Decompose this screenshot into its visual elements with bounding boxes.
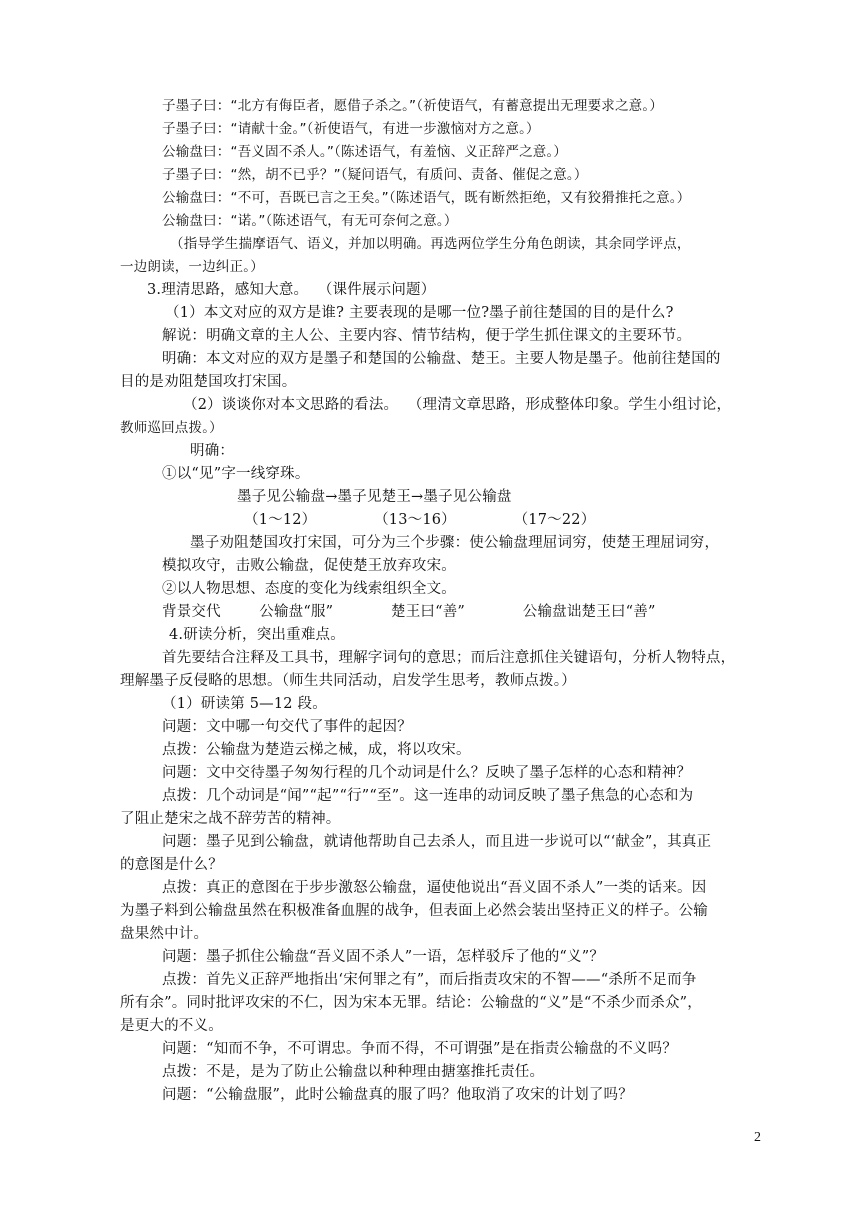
text-line: 点拨：公输盘为楚造云梯之械，成，将以攻宋。	[162, 742, 471, 758]
text-line: 解说：明确文章的主人公、主要内容、情节结构，便于学生抓住课文的主要环节。	[162, 328, 692, 344]
text-line: 为墨子料到公输盘虽然在积极准备血腥的战争，但表面上必然会装出坚持正义的样子。公输	[120, 903, 708, 919]
text-line: 子墨子曰：“请献十金。”（祈使语气，有进一步激恼对方之意。）	[162, 121, 540, 137]
text-line: 公输盘曰：“吾义固不杀人。”（陈述语气，有羞恼、义正辞严之意。）	[162, 144, 568, 160]
page-number: 2	[754, 1130, 761, 1145]
text-line: 是更大的不义。	[120, 1018, 223, 1034]
text-line: ②以人物思想、态度的变化为线索组织全文。	[162, 581, 456, 597]
text-line: 所有余”。同时批评攻宋的不仁，因为宋本无罪。结论：公输盘的“义”是“不杀少而杀众”，	[120, 995, 702, 1011]
text-line: 子墨子曰：“北方有侮臣者，愿借子杀之。”（祈使语气，有蓄意提出无理要求之意。）	[162, 98, 664, 114]
text-line: 问题：墨子抓住公输盘“吾义固不杀人”一语，怎样驳斥了他的“义”？	[162, 949, 605, 965]
text-line: 4.研读分析，突出重难点。	[169, 627, 345, 643]
text-line: 模拟攻守，击败公输盘，促使楚王放弃攻宋。	[162, 558, 456, 574]
text-line: 首先要结合注释及工具书，理解字词句的意思；而后注意抓住关键语句，分析人物特点，	[162, 650, 736, 666]
text-line: 的意图是什么？	[120, 857, 223, 873]
text-line: 理解墨子反侵略的思想。（师生共同活动，启发学生思考，教师点拨。）	[120, 673, 576, 689]
text-line: 问题：“知而不争，不可谓忠。争而不得，不可谓强”是在指责公输盘的不义吗？	[162, 1041, 678, 1057]
text-line: 目的是劝阻楚国攻打宋国。	[120, 374, 297, 390]
text-line: 明确：	[190, 443, 235, 459]
text-line: 背景交代 公输盘“服” 楚王曰“善” 公输盘诎楚王曰“善”	[162, 604, 656, 620]
text-line: ①以“见”字一线穿珠。	[162, 466, 310, 482]
text-line: 墨子劝阻楚国攻打宋国，可分为三个步骤：使公输盘理屈词穷，使楚王理屈词穷，	[190, 535, 720, 551]
text-line: 子墨子曰：“然，胡不已乎？”（疑问语气，有质问、责备、催促之意。）	[162, 167, 588, 183]
text-line: （指导学生揣摩语气、语义，并加以明确。再选两位学生分角色朗读，其余同学评点，	[170, 236, 691, 252]
text-line: 点拨：几个动词是“闻”“起”“行”“至”。这一连串的动词反映了墨子焦急的心态和为	[162, 788, 694, 804]
text-line: 教师巡回点拨。）	[120, 420, 223, 436]
text-line: 一边朗读，一边纠正。）	[120, 259, 264, 275]
text-line: 了阻止楚宋之战不辞劳苦的精神。	[120, 811, 341, 827]
text-line: 公输盘曰：“不可，吾既已言之王矣。”（陈述语气，既有断然拒绝，又有狡猾推托之意。）	[162, 190, 691, 206]
text-line: 3.理清思路，感知大意。 （课件展示问题）	[147, 282, 436, 298]
text-line: 公输盘曰：“诺。”（陈述语气，有无可奈何之意。）	[162, 213, 458, 229]
text-line: （1）本文对应的双方是谁? 主要表现的是哪一位?墨子前往楚国的目的是什么?	[165, 305, 674, 321]
text-line: 盘果然中计。	[120, 926, 209, 942]
text-line: 明确：本文对应的双方是墨子和楚国的公输盘、楚王。主要人物是墨子。他前往楚国的	[162, 351, 721, 367]
text-line: （1）研读第 5—12 段。	[162, 696, 327, 712]
text-line: 点拨：首先义正辞严地指出‘宋何罪之有”，而后指责攻宋的不智——“杀所不足而争	[162, 972, 697, 988]
text-line: 点拨：不是，是为了防止公输盘以种种理由搪塞推托责任。	[162, 1064, 545, 1080]
text-line: 问题：“公输盘服”，此时公输盘真的服了吗？他取消了攻宋的计划了吗？	[162, 1087, 633, 1103]
text-line: （1～12） （13～16） （17～22）	[244, 512, 596, 528]
text-line: 问题：文中交待墨子匆匆行程的几个动词是什么？反映了墨子怎样的心态和精神？	[162, 765, 692, 781]
text-line: 问题：墨子见到公输盘，就请他帮助自己去杀人，而且进一步说可以“‘献金”，其真正	[162, 834, 712, 850]
text-line: 墨子见公输盘→墨子见楚王→墨子见公输盘	[237, 489, 512, 505]
text-line: （2）谈谈你对本文思路的看法。 （理清文章思路，形成整体印象。学生小组讨论，	[183, 397, 732, 413]
text-line: 点拨：真正的意图在于步步激怒公输盘，逼使他说出“吾义固不杀人”一类的话来。因	[162, 880, 707, 896]
text-line: 问题：文中哪一句交代了事件的起因？	[162, 719, 412, 735]
